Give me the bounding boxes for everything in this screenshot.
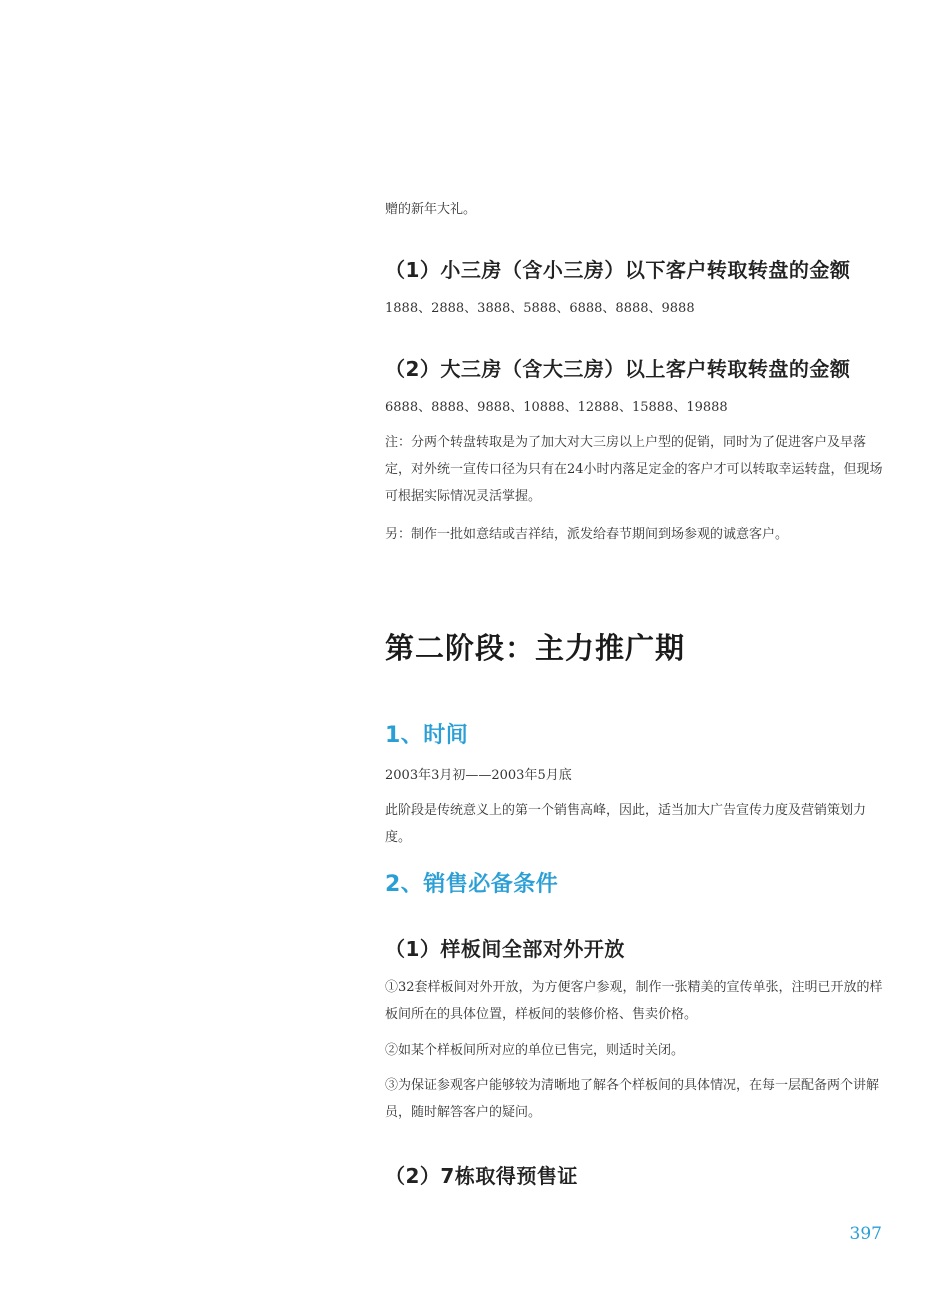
prize-large-amounts: 6888、8888、9888、10888、12888、15888、19888 — [385, 400, 728, 415]
prize-large-heading: （2）大三房（含大三房）以上客户转取转盘的金额 — [385, 357, 851, 381]
time-description-text: 此阶段是传统意义上的第一个销售高峰，因此，适当加大广告宣传力度及营销策划力度。 — [385, 803, 867, 845]
presale-heading: （2）7栋取得预售证 — [385, 1164, 578, 1188]
show-units-heading: （1）样板间全部对外开放 — [385, 937, 625, 961]
show-units-item: ③为保证参观客户能够较为清晰地了解各个样板间的具体情况，在每一层配备两个讲解员，随时解答客户的疑问。 — [385, 1078, 880, 1120]
supplement-paragraph: 另：制作一批如意结或吉祥结，派发给春节期间到场参观的诚意客户。 — [385, 527, 789, 542]
conditions-section-heading: 2、销售必备条件 — [385, 872, 559, 897]
note-paragraph: 注：分两个转盘转取是为了加大对大三房以上户型的促销，同时为了促进客户及早落定，对外统一宣传口径为只有在24小时内落足定金的客户才可以转取幸运转盘，但现场可根据实际情况灵活掌握。 — [385, 435, 883, 504]
time-section-heading: 1、时间 — [385, 723, 469, 748]
prize-small-amounts: 1888、2888、3888、5888、6888、8888、9888 — [385, 301, 695, 316]
intro-tail-text: 赠的新年大礼。 — [385, 202, 477, 217]
prize-small-heading: （1）小三房（含小三房）以下客户转取转盘的金额 — [385, 258, 851, 282]
show-units-item: ①32套样板间对外开放，为方便客户参观，制作一张精美的宣传单张，注明已开放的样板间所在的具体位置，样板间的装修价格、售卖价格。 — [385, 980, 883, 1022]
page-number: 397 — [849, 1224, 882, 1244]
time-period-text: 2003年3月初——2003年5月底 — [385, 768, 572, 783]
show-units-item: ②如某个样板间所对应的单位已售完，则适时关闭。 — [385, 1043, 685, 1058]
stage-two-title: 第二阶段：主力推广期 — [385, 631, 686, 665]
